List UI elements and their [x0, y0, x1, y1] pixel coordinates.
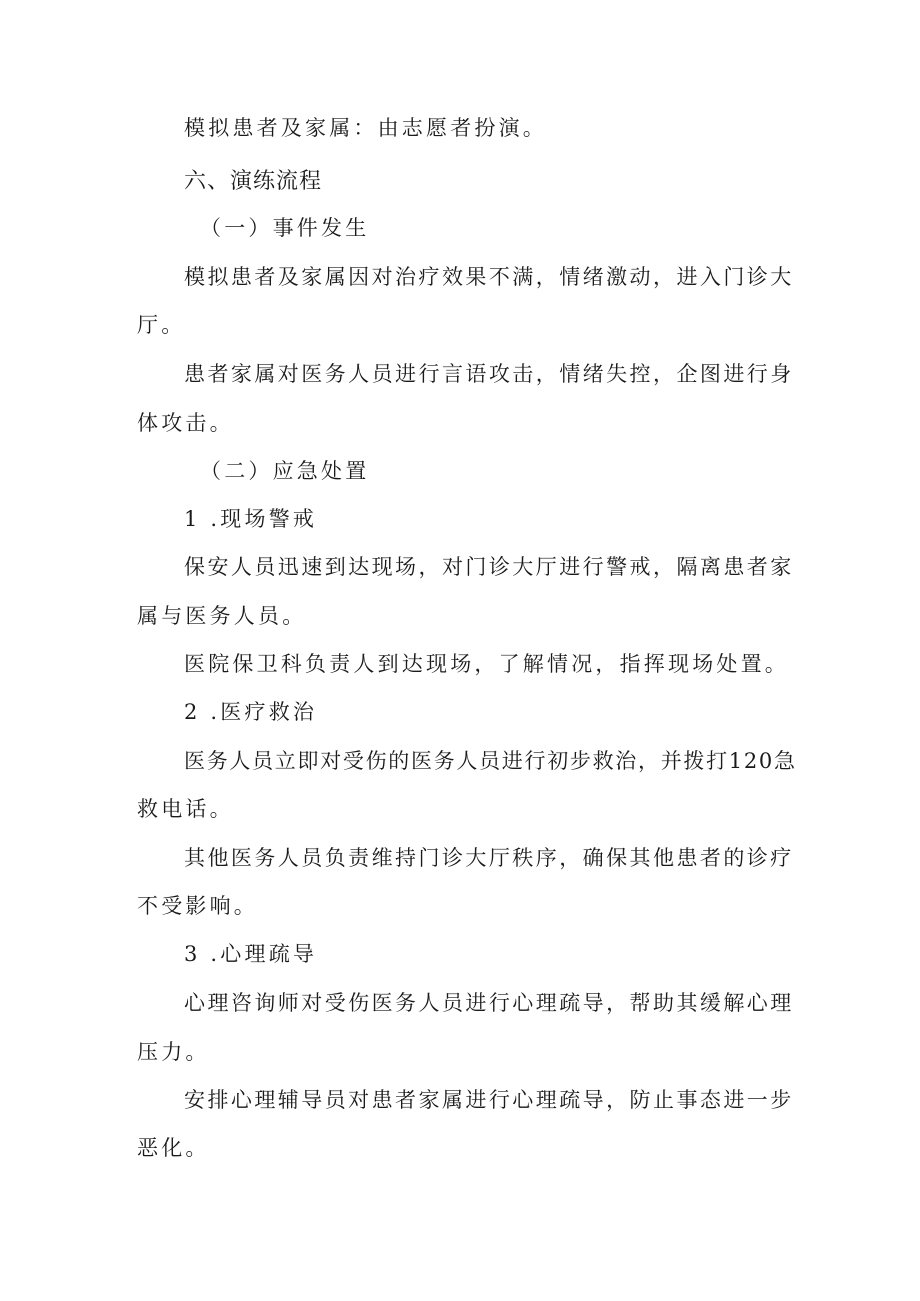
paragraph-medical-1a: 医务人员立即对受伤的医务人员进行初步救治，并拨打120急 — [184, 749, 797, 773]
paragraph-security-1a: 保安人员迅速到达现场，对门诊大厅进行警戒，隔离患者家 — [184, 555, 794, 579]
paragraph-security-1b: 属与医务人员。 — [137, 604, 307, 628]
paragraph-medical-1b: 救电话。 — [137, 797, 234, 821]
paragraph-psych-2a: 安排心理辅导员对患者家属进行心理疏导，防止事态进一步 — [184, 1088, 794, 1112]
paragraph-psych-2b: 恶化。 — [137, 1136, 210, 1160]
item-heading-3: 3 .心理疏导 — [184, 942, 318, 966]
paragraph-security-2: 医院保卫科负责人到达现场，了解情况，指挥现场处置。 — [184, 652, 789, 676]
item-heading-1: 1 .现场警戒 — [184, 507, 318, 531]
paragraph-event-1b: 厅。 — [137, 313, 186, 337]
paragraph-medical-2a: 其他医务人员负责维持门诊大厅秩序，确保其他患者的诊疗 — [184, 846, 794, 870]
paragraph-medical-2b: 不受影响。 — [137, 894, 258, 918]
section-heading-procedure: 六、演练流程 — [184, 169, 323, 194]
paragraph-event-2a: 患者家属对医务人员进行言语攻击，情绪失控，企图进行身 — [184, 362, 794, 386]
paragraph-psych-1b: 压力。 — [137, 1040, 210, 1064]
subheading-event: （一）事件发生 — [200, 216, 370, 240]
item-heading-2: 2 .医疗救治 — [184, 700, 318, 724]
paragraph-event-2b: 体攻击。 — [137, 411, 234, 435]
paragraph-psych-1a: 心理咨询师对受伤医务人员进行心理疏导，帮助其缓解心理 — [184, 991, 794, 1015]
subheading-response: （二）应急处置 — [200, 459, 370, 483]
paragraph-event-1a: 模拟患者及家属因对治疗效果不满，情绪激动，进入门诊大 — [184, 265, 794, 289]
paragraph-participants: 模拟患者及家属：由志愿者扮演。 — [184, 116, 547, 140]
